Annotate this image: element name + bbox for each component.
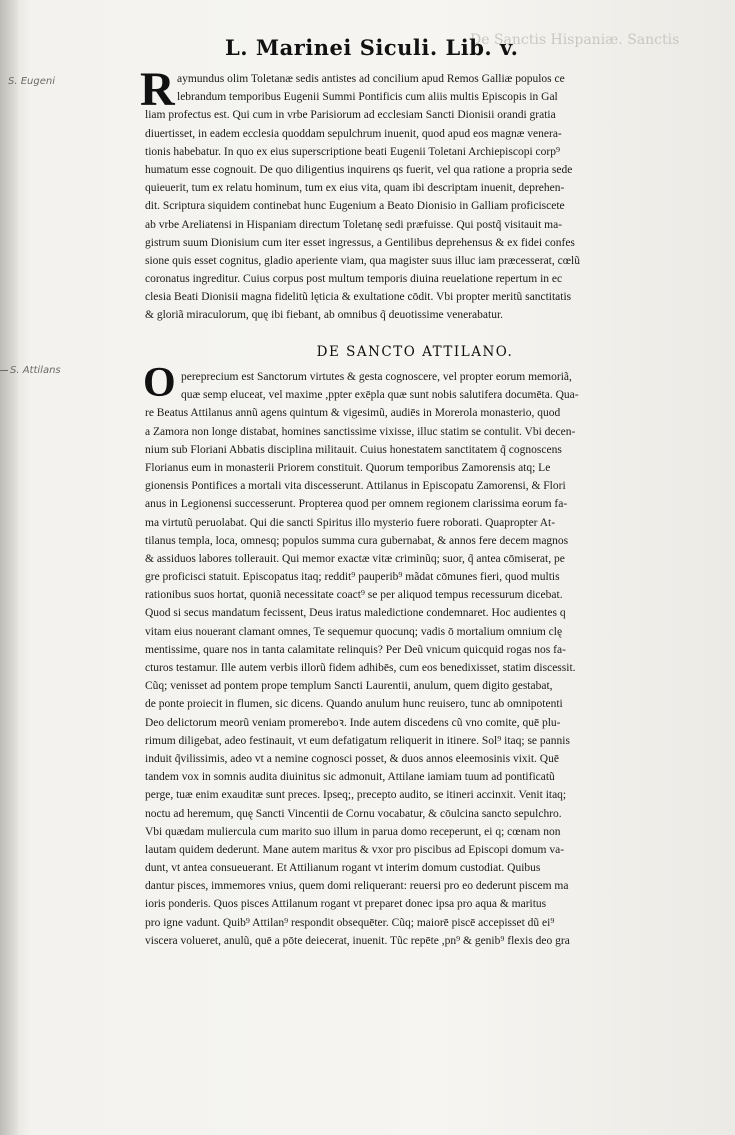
- text-line: coronatus ingreditur. Cuius corpus post multum temporis diuina reuelatione repertum in ec: [145, 273, 563, 286]
- text-line: gre proficisci statuit. Episcopatus itaq; reddit⁹ pauperib⁹ mãdat cōmunes fieri, quod multis: [145, 571, 560, 584]
- text-line: Deo delictorum meorũ veniam promereboꝛ. Inde autem discedens cũ vno comite, quē plu-: [145, 716, 561, 729]
- text-line: pro igne vadunt. Quib⁹ Attilan⁹ respondit obsequēter. Cũq; maiorē piscē accepisset dũ ei⁹: [145, 916, 555, 929]
- text-line: diuertisset, in eadem ecclesia quoddam sepulchrum inuenit, quod apud eos magnæ venera-: [145, 127, 562, 140]
- text-line: a Zamora non longe distabat, homines sanctissime vixisse, illuc statim se contulit. Vbi decen-: [145, 425, 576, 438]
- text-line: gionensis Pontifices a mortali vita discesserunt. Attilanus in Episcopatu Zamorensi, & Flori: [145, 480, 566, 493]
- text-line: viscera volueret, anulũ, quē a pōte deiecerat, inuenit. Tũc repēte ,pn⁹ & genib⁹ flexis deo gra: [145, 934, 570, 947]
- text-line: re Beatus Attilanus annũ agens quintum & vigesimũ, audiēs in Morerola monasterio, quod: [145, 407, 561, 420]
- text-line: pereprecium est Sanctorum virtutes & gesta cognoscere, vel propter eorum memoriã,: [181, 371, 572, 383]
- text-line: mentissime, quare nos in tanta calamitate relinquis? Per Deũ vnicum quicquid rogas nos fa-: [145, 643, 566, 656]
- text-line: quieuerit, tum ex relatu hominum, tum ex eius vita, quam ibi descriptam inuenit, deprehen-: [145, 182, 565, 195]
- margin-note-eugeni: S. Eugeni: [8, 76, 55, 87]
- text-line: clesia Beati Dionisii magna fidelitũ lęticia & exultatione cōdit. Vbi propter meritũ sanctitatis: [145, 291, 572, 304]
- section2-text: [145, 368, 685, 968]
- text-line: ioris ponderis. Quos pisces Attilanum rogant vt preparet donec ipsa pro aqua & maritus: [145, 898, 547, 911]
- text-line: perge, tuæ enim exauditæ sunt preces. Ipseq;, precepto audito, se itineri accinxit. Venit itaq;: [145, 789, 567, 802]
- running-header: L. Marinei Siculi. Lib. v.: [225, 35, 519, 60]
- text-line: noctu ad heremum, quę Sancti Vincentii de Cornu vocabatur, & cōulcina sancto sepulchro.: [145, 807, 562, 820]
- text-line: lautam quidem dederunt. Mane autem maritus & vxor pro piscibus ad Episcopi domum va-: [145, 843, 565, 856]
- text-line: dit. Scriptura siquidem continebat hunc Eugenium a Beato Dionisio in Galliam proficiscete: [145, 200, 565, 213]
- text-line: quæ semp eluceat, vel maxime ,ppter exēpla quæ sunt nobis salutifera documēta. Qua-: [181, 389, 579, 402]
- text-line: ma virtutũ peruolabat. Qui die sancti Spiritus illo mysterio fuere roborati. Quapropter At-: [145, 516, 556, 529]
- section-heading: DE SANCTO ATTILANO.: [316, 344, 514, 360]
- margin-note-attilanus: S. Attilans: [0, 365, 61, 376]
- text-line: & gloriã miraculorum, quę ibi fiebant, ab omnibus q̃ deuotissime venerabatur.: [145, 309, 504, 322]
- text-line: vitam eius nouerant clamant omnes, Te sequemur quocunq; vadis ō mortalium omnium clę: [145, 625, 563, 638]
- text-line: dunt, vt antea consueuerant. Et Attilianum rogant vt interim domum custodiat. Quibus: [145, 862, 541, 875]
- text-line: tandem vox in somnis audita diuinitus sic admonuit, Attilane iamiam tuum ad pontificatũ: [145, 771, 555, 784]
- bleed-through-header: De Sanctis Hispaniæ. Sanctis: [470, 32, 680, 48]
- text-line: anus in Legionensi successerunt. Propterea quod per omnem regionem clarissima eorum fa-: [145, 498, 568, 511]
- text-line: rimum diligebat, adeo festinauit, vt eum defatigatum reliquerit in itinere. Sol⁹ itaq; se pannis: [145, 734, 570, 747]
- text-line: gistrum suum Dionisium cum iter esset ingressus, a Gentilibus deprehensus & ex fidei confes: [145, 236, 575, 249]
- section1-text: [145, 70, 685, 325]
- text-line: sione quis esset cognitus, gladio aperiente viam, qua magister suus illuc iam præcesserat, cœlũ: [145, 254, 580, 267]
- dropcap-r: R: [140, 63, 175, 116]
- text-line: cturos testamur. Ille autem verbis illorũ fidem adhibēs, cum eos benedixisset, statim discessit.: [145, 662, 576, 674]
- text-line: Cũq; venisset ad pontem prope templum Sancti Laurentii, anulum, quem digito gestabat,: [145, 680, 553, 693]
- text-line: rationibus suos hortat, quoniã necessitate coact⁹ se per aliquod tempus recessurum dicebat.: [145, 589, 563, 602]
- text-line: de ponte proiecit in flumen, sic dicens. Quando anulum hunc reuisero, tunc ab omnipotenti: [145, 698, 563, 711]
- text-line: tionis habebatur. In quo ex eius superscriptione beati Eugenii Toletani Archiepiscopi corp⁹: [145, 145, 560, 158]
- text-line: aymundus olim Toletanæ sedis antistes ad concilium apud Remos Galliæ populos ce: [177, 73, 565, 85]
- text-line: lebrandum temporibus Eugenii Summi Pontificis cum aliis multis Episcopis in Gal: [177, 91, 558, 104]
- text-line: [145, 950, 685, 968]
- text-line: ab vrbe Areliatensi in Hispaniam directum Toletanę sedi præfuisse. Qui postq̃ visitauit ma-: [145, 218, 563, 231]
- text-line: Florianus eum in monasterii Priorem constituit. Quorum temporibus Zamorensis atq; Le: [145, 461, 551, 474]
- text-line: & assiduos labores tollerauit. Qui memor exactæ vitæ criminũq; suor, q̃ antea cōmiserat, pe: [145, 552, 565, 565]
- text-line: Vbi quædam muliercula cum marito suo illum in parua domo receperunt, ei q; cœnam non: [145, 825, 561, 838]
- text-line: humatum esse cognouit. De quo diligentius inquirens qs fuerit, vel qua ratione a propria sede: [145, 163, 573, 176]
- text-line: liam profectus est. Qui cum in vrbe Parisiorum ad ecclesiam Sancti Dionisii orandi gratia: [145, 109, 556, 122]
- text-line: induit q̃vilissimis, adeo vt a nemine cognosci posset, & duos annos eleemosinis vixit. Quē: [145, 752, 559, 765]
- text-line: tilanus templa, loca, omnesq; populos summa cura gubernabat, & annos fere decem magnos: [145, 534, 569, 547]
- text-line: Quod si secus mandatum fecissent, Deus iratus maledictione condemnaret. Hoc audientes q: [145, 607, 566, 620]
- text-line: dantur pisces, immemores vnius, quem domi reliquerant: reuersi pro eo dederunt piscem ma: [145, 880, 569, 893]
- page-gutter: [0, 0, 18, 1135]
- dropcap-o: O: [143, 360, 176, 406]
- text-line: nium sub Floriani Abbatis disciplina militauit. Cuius honestatem sanctitatem q̃ cognoscens: [145, 443, 562, 456]
